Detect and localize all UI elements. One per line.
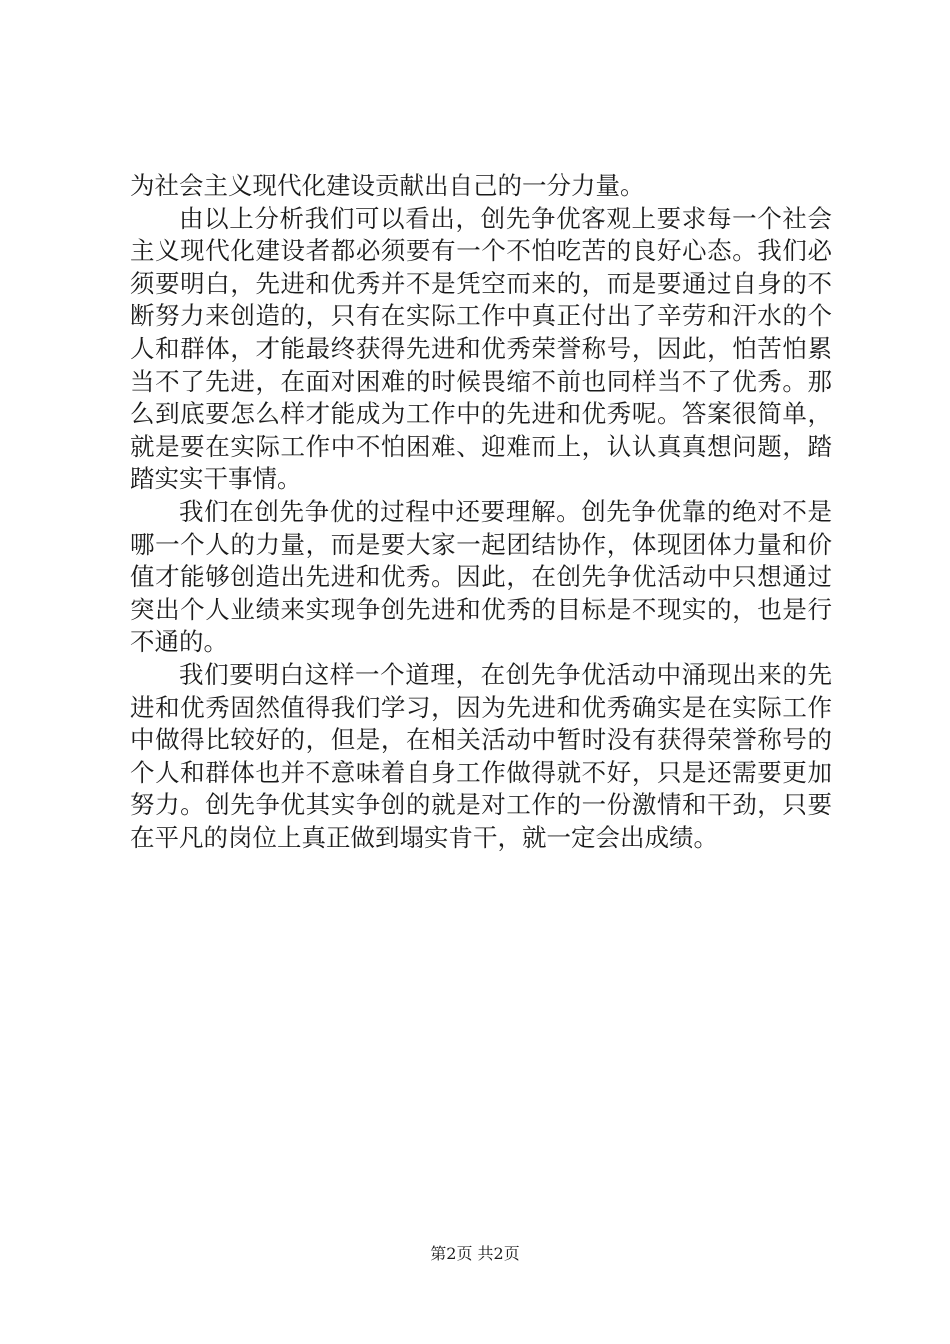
paragraph-continuation: 为社会主义现代化建设贡献出自己的一分力量。 bbox=[130, 171, 645, 200]
paragraph-conclusion: 我们要明白这样一个道理，在创先争优活动中涌现出来的先进和优秀固然值得我们学习，因为先进和优秀确实是在实际工作中做得比较好的，但是，在相关活动中暂时没有获得荣誉称号的个人和群体也并不意味着自身工作做得就不好，只是还需要更加努力。创先争优其实争创的就是对工作的一份激情和干劲，只要在平凡的岗位上真正做到塌实肯干，就一定会出成绩。 bbox=[130, 659, 832, 852]
paragraph-teamwork: 我们在创先争优的过程中还要理解。创先争优靠的绝对不是哪一个人的力量，而是要大家一起团结协作，体现团体力量和价值才能够创造出先进和优秀。因此，在创先争优活动中只想通过突出个人业绩来实现争创先进和优秀的目标是不现实的，也是行不通的。 bbox=[130, 496, 832, 657]
document-body bbox=[130, 170, 832, 854]
paragraph-analysis: 由以上分析我们可以看出，创先争优客观上要求每一个社会主义现代化建设者都必须要有一个不怕吃苦的良好心态。我们必须要明白，先进和优秀并不是凭空而来的，而是要通过自身的不断努力来创造的，只有在实际工作中真正付出了辛劳和汗水的个人和群体，才能最终获得先进和优秀荣誉称号，因此，怕苦怕累当不了先进，在面对困难的时候畏缩不前也同样当不了优秀。那么到底要怎么样才能成为工作中的先进和优秀呢。答案很简单，就是要在实际工作中不怕困难、迎难而上，认认真真想问题，踏踏实实干事情。 bbox=[130, 203, 832, 494]
page-number-footer: 第2页 共2页 bbox=[430, 1244, 520, 1263]
